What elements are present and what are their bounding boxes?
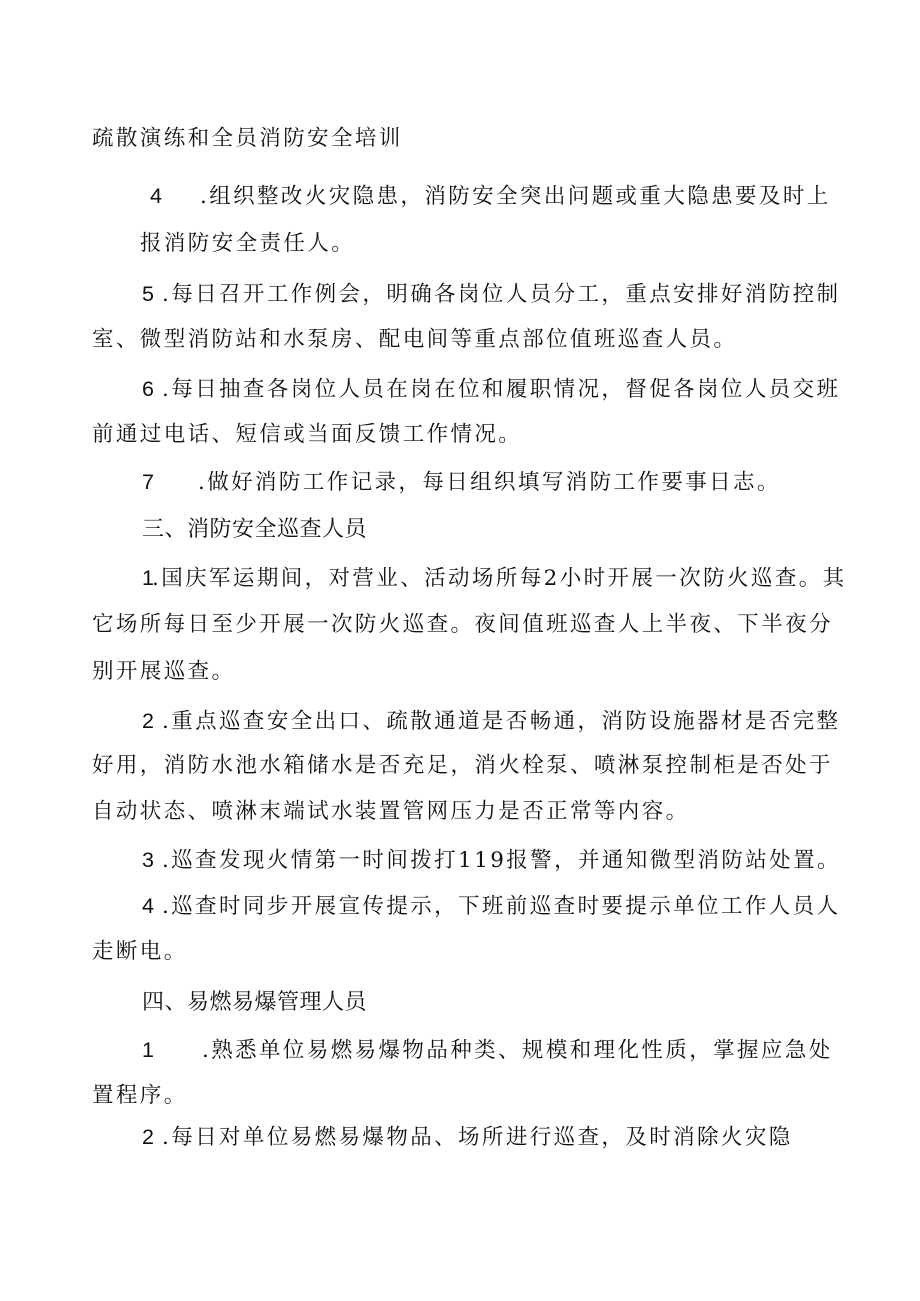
s3-item-1-line-2: 它场所每日至少开展一次防火巡查。夜间值班巡查人上半夜、下半夜分 [92,612,833,637]
s3-item-2-text: .重点巡查安全出口、疏散通道是否畅通，消防设施器材是否完整 [162,709,841,734]
item-7-line-1 [142,467,781,498]
s3-item-4-line-1 [142,891,840,922]
s4-item-2-number: 2 [142,1125,154,1149]
s4-item-1-line-2: 置程序。 [92,1083,188,1108]
item-4-line-1 [150,181,831,212]
item-7-number: 7 [142,470,154,494]
item-4-line-2: 报消防安全责任人。 [140,231,356,256]
s3-item-2-number: 2 [142,709,154,733]
s3-item-1-text: .国庆军运期间，对营业、活动场所每2小时开展一次防火巡查。其 [152,566,847,591]
item-5-line-2: 室、微型消防站和水泵房、配电间等重点部位值班巡查人员。 [92,327,738,352]
s4-item-1-line-1 [142,1035,833,1066]
s3-item-3-text: .巡查发现火情第一时间拨打119报警，并通知微型消防站处置。 [162,848,841,873]
item-6-line-2: 前通过电话、短信或当面反馈工作情况。 [92,422,523,447]
section-4-heading: 四、易燃易爆管理人员 [142,990,368,1015]
item-7-text: .做好消防工作记录，每日组织填写消防工作要事日志。 [198,470,781,495]
s3-item-2-line-3: 自动状态、喷淋末端试水装置管网压力是否正常等内容。 [92,799,690,824]
s4-item-2-text: .每日对单位易燃易爆物品、场所进行巡查，及时消除火灾隐 [162,1125,793,1150]
s3-item-4-line-2: 走断电。 [92,939,188,964]
s4-item-2-line-1 [142,1122,793,1153]
item-5-text: .每日召开工作例会，明确各岗位人员分工，重点安排好消防控制 [162,282,841,307]
intro-tail-line: 疏散演练和全员消防安全培训 [92,126,403,151]
s3-item-1-number: 1 [142,566,154,590]
item-4-text: .组织整改火灾隐患，消防安全突出问题或重大隐患要及时上 [200,184,831,209]
s3-item-4-number: 4 [142,894,154,918]
section-3-heading: 三、消防安全巡查人员 [142,517,368,542]
s3-item-2-line-1 [142,706,840,737]
s3-item-2-line-2: 好用，消防水池水箱储水是否充足，消火栓泵、喷淋泵控制柜是否处于 [92,753,833,778]
s4-item-1-text: .熟悉单位易燃易爆物品种类、规模和理化性质，掌握应急处 [202,1038,833,1063]
s3-item-4-text: .巡查时同步开展宣传提示，下班前巡查时要提示单位工作人员人 [162,894,841,919]
item-4-number: 4 [150,184,162,208]
s3-item-3-number: 3 [142,848,154,872]
s4-item-1-number: 1 [142,1038,154,1062]
item-6-text: .每日抽查各岗位人员在岗在位和履职情况，督促各岗位人员交班 [162,377,841,402]
item-6-number: 6 [142,377,154,401]
s3-item-1-line-1 [142,563,847,594]
item-5-number: 5 [142,282,154,306]
item-6-line-1 [142,374,840,405]
s3-item-1-line-3: 别开展巡查。 [92,659,236,684]
s3-item-3-line-1 [142,845,841,876]
item-5-line-1 [142,279,840,310]
